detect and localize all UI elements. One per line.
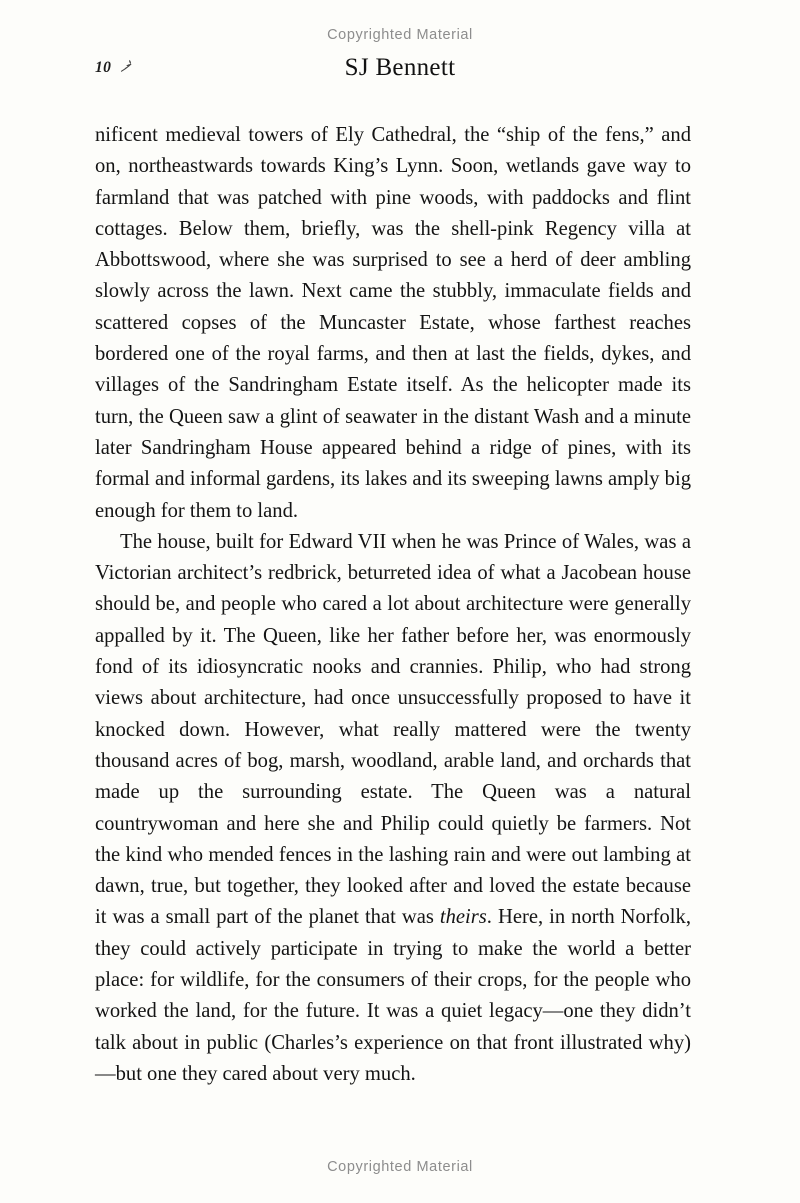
paragraph-2-text-after-italic: . Here, in north Norfolk, they could actively participate in trying to make the world a better place: for wildlife, for the consumers of their crops, for the people who worked the land, for the future. It was a quiet legacy—one they didn’t talk about in public (Charles’s experience on that front illustrated why)—but one they cared about very much. bbox=[95, 906, 691, 1085]
copyright-watermark-top: Copyrighted Material bbox=[327, 27, 473, 43]
body-text-block bbox=[95, 120, 691, 1090]
paragraph-1: nificent medieval towers of Ely Cathedral, the “ship of the fens,” and on, northeastwards towards King’s Lynn. Soon, wetlands gave way to farmland that was patched with pine woods, with paddocks and flint cottages. Below them, briefly, was the shell-pink Regency villa at Abbottswood, where she was surprised to see a herd of deer ambling slowly across the lawn. Next came the stubbly, immaculate fields and scattered copses of the Muncaster Estate, whose farthest reaches bordered one of the royal farms, and then at last the fields, dykes, and villages of the Sandringham Estate itself. As the helicopter made its turn, the Queen saw a glint of seawater in the distant Wash and a minute later Sandringham House appeared behind a ridge of pines, with its formal and informal gardens, its lakes and its sweeping lawns amply big enough for them to land. bbox=[95, 124, 691, 522]
paragraph-2 bbox=[95, 527, 691, 1090]
emphasized-word-theirs: theirs bbox=[439, 906, 487, 929]
page-number: 10 bbox=[95, 59, 112, 76]
running-head-author: SJ Bennett bbox=[344, 54, 456, 81]
running-head-row bbox=[0, 54, 800, 88]
paragraph-2-text-before-italic: The house, built for Edward VII when he was Prince of Wales, was a Victorian architect’s redbrick, beturreted idea of what a Jacobean house should be, and people who cared a lot about architecture were generally appalled by it. The Queen, like her father before her, was enormously fond of its idiosyncratic nooks and crannies. Philip, who had strong views about architecture, had once unsuccessfully proposed to have it knocked down. However, what really mattered were the twenty thousand acres of bog, marsh, woodland, arable land, and orchards that made up the surrounding estate. The Queen was a natural countrywoman and here she and Philip could quietly be farmers. Not the kind who mended fences in the lashing rain and were out lambing at dawn, true, but together, they looked after and loved the estate because it was a small part of the planet that was bbox=[95, 530, 691, 929]
copyright-watermark-bottom: Copyrighted Material bbox=[327, 1159, 473, 1175]
